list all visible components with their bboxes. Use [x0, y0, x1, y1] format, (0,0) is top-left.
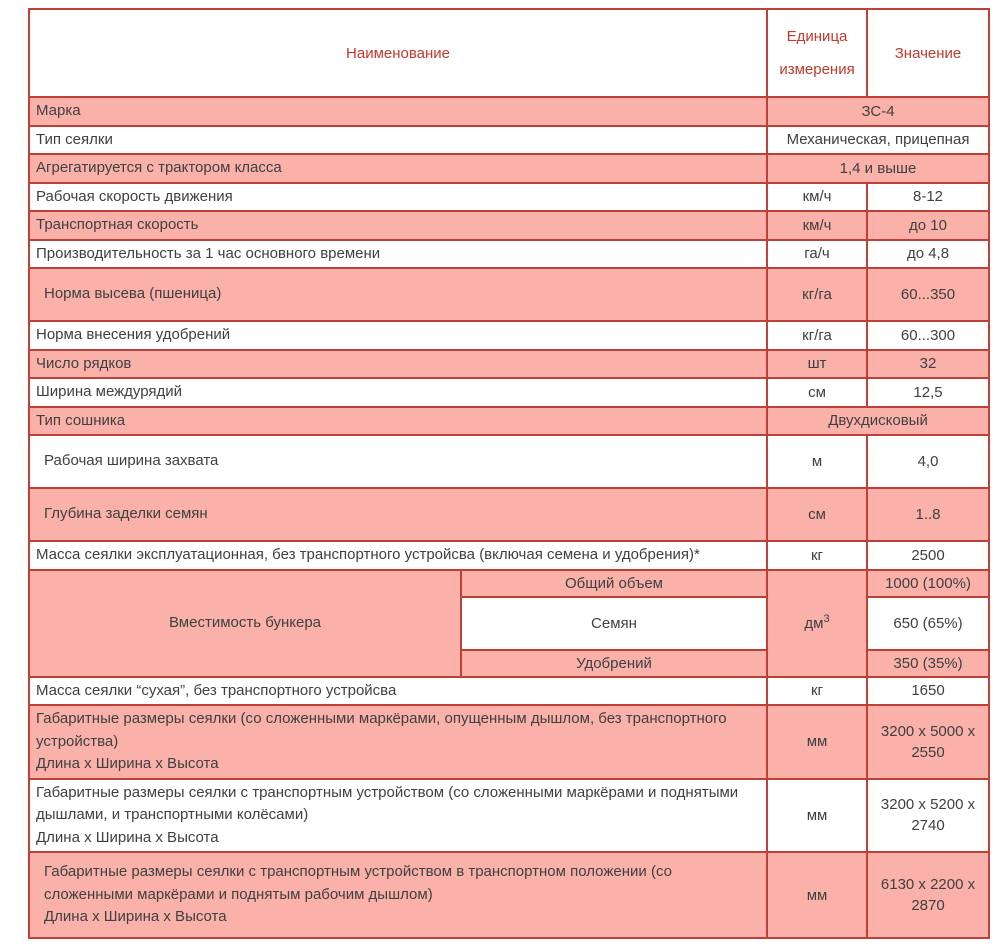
spec-subname-cell: Семян	[461, 597, 767, 650]
spec-unit-cell: кг/га	[767, 321, 867, 350]
spec-name-cell: Вместимость бункера	[29, 570, 461, 677]
spec-value-cell: до 4,8	[867, 240, 989, 269]
spec-name-cell: Рабочая скорость движения	[29, 183, 767, 212]
spec-value-cell: 2500	[867, 541, 989, 570]
spec-value-cell: Механическая, прицепная	[767, 126, 989, 155]
table-row	[29, 677, 989, 706]
spec-value-cell: 1,4 и выше	[767, 154, 989, 183]
header-unit: Единица измерения	[767, 9, 867, 97]
spec-unit-cell: км/ч	[767, 183, 867, 212]
spec-name-cell: Масса сеялки эксплуатационная, без транспортного устройсва (включая семена и удобрения)*	[29, 541, 767, 570]
spec-unit-cell: шт	[767, 350, 867, 379]
table-row	[29, 705, 989, 779]
spec-name-cell: Марка	[29, 97, 767, 126]
spec-name-cell: Масса сеялки “сухая”, без транспортного устройсва	[29, 677, 767, 706]
spec-unit-cell: кг	[767, 677, 867, 706]
table-row	[29, 350, 989, 379]
spec-value-cell: 1650	[867, 677, 989, 706]
spec-unit-cell: кг	[767, 541, 867, 570]
spec-unit-cell: га/ч	[767, 240, 867, 269]
spec-subname-cell: Общий объем	[461, 570, 767, 597]
spec-value-cell: 60...300	[867, 321, 989, 350]
spec-value-cell: 12,5	[867, 378, 989, 407]
spec-value-cell: 1..8	[867, 488, 989, 541]
spec-value-cell: 3200 х 5200 х 2740	[867, 779, 989, 853]
spec-value-cell: Двухдисковый	[767, 407, 989, 436]
table-row	[29, 541, 989, 570]
spec-name-cell: Глубина заделки семян	[29, 488, 767, 541]
table-row	[29, 779, 989, 853]
spec-unit-cell: мм	[767, 852, 867, 938]
spec-name-cell: Норма высева (пшеница)	[29, 268, 767, 321]
spec-unit-cell: мм	[767, 779, 867, 853]
table-header	[29, 9, 989, 97]
header-name: Наименование	[29, 9, 767, 97]
spec-value-cell: 1000 (100%)	[867, 570, 989, 597]
spec-unit-cell: мм	[767, 705, 867, 779]
spec-name-cell: Габаритные размеры сеялки с транспортным устройством в транспортном положении (со сложенными маркёрами и поднятым рабочим дышлом) Длина х Ширина х Высота	[29, 852, 767, 938]
table-row	[29, 126, 989, 155]
table-row	[29, 97, 989, 126]
spec-unit-cell: м	[767, 435, 867, 488]
spec-name-cell: Рабочая ширина захвата	[29, 435, 767, 488]
table-row	[29, 570, 989, 597]
spec-name-cell: Габаритные размеры сеялки с транспортным устройством (со сложенными маркёрами и поднятыми дышлами, и транспортными колёсами) Длина х Ширина х Высота	[29, 779, 767, 853]
spec-name-cell: Транспортная скорость	[29, 211, 767, 240]
spec-name-cell: Производительность за 1 час основного времени	[29, 240, 767, 269]
spec-value-cell: 8-12	[867, 183, 989, 212]
spec-value-cell: до 10	[867, 211, 989, 240]
spec-name-cell: Габаритные размеры сеялки (со сложенными маркёрами, опущенным дышлом, без транспортного устройства) Длина х Ширина х Высота	[29, 705, 767, 779]
spec-value-cell: 650 (65%)	[867, 597, 989, 650]
specs-table	[28, 8, 990, 939]
spec-name-cell: Число рядков	[29, 350, 767, 379]
table-row	[29, 183, 989, 212]
table-row	[29, 852, 989, 938]
table-row	[29, 435, 989, 488]
spec-value-cell: 60...350	[867, 268, 989, 321]
spec-value-cell: ЗС-4	[767, 97, 989, 126]
table-row	[29, 407, 989, 436]
spec-name-cell: Ширина междурядий	[29, 378, 767, 407]
spec-value-cell: 350 (35%)	[867, 650, 989, 677]
header-value: Значение	[867, 9, 989, 97]
spec-value-cell: 6130 х 2200 х 2870	[867, 852, 989, 938]
table-row	[29, 154, 989, 183]
table-row	[29, 488, 989, 541]
table-body	[29, 97, 989, 938]
spec-name-cell: Норма внесения удобрений	[29, 321, 767, 350]
spec-unit-cell: кг/га	[767, 268, 867, 321]
spec-name-cell: Тип сеялки	[29, 126, 767, 155]
spec-unit-cell: см	[767, 378, 867, 407]
spec-value-cell: 3200 х 5000 х 2550	[867, 705, 989, 779]
spec-unit-cell: км/ч	[767, 211, 867, 240]
spec-name-cell: Тип сошника	[29, 407, 767, 436]
table-row	[29, 378, 989, 407]
spec-value-cell: 4,0	[867, 435, 989, 488]
spec-value-cell: 32	[867, 350, 989, 379]
spec-unit-cell: $дм^3$	[767, 570, 867, 677]
spec-name-cell: Агрегатируется с трактором класса	[29, 154, 767, 183]
table-row	[29, 240, 989, 269]
header-row	[29, 9, 989, 97]
table-row	[29, 268, 989, 321]
spec-unit-cell: см	[767, 488, 867, 541]
table-row	[29, 211, 989, 240]
table-row	[29, 321, 989, 350]
spec-subname-cell: Удобрений	[461, 650, 767, 677]
